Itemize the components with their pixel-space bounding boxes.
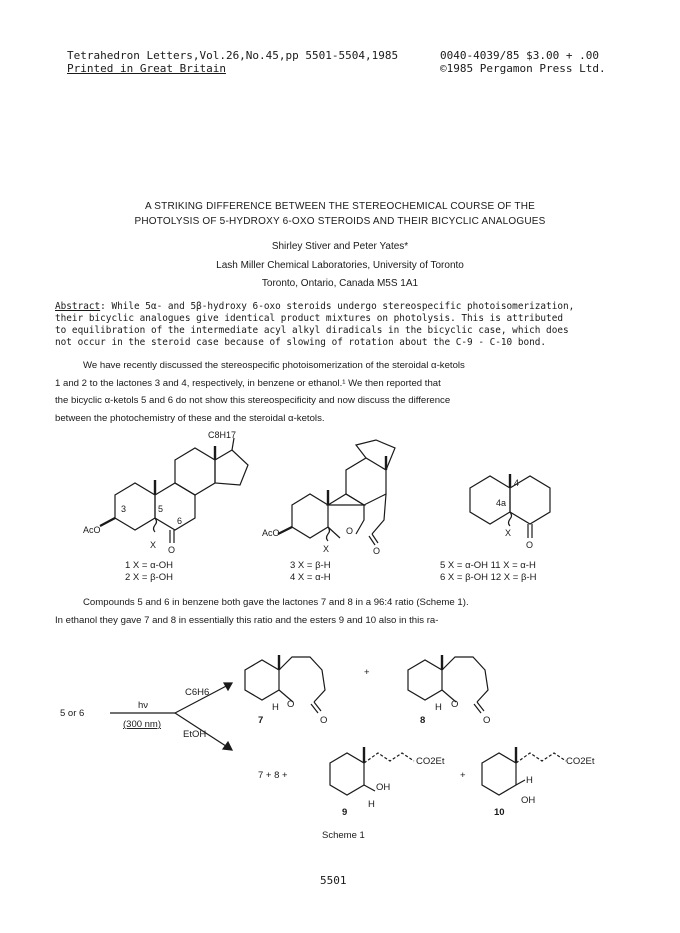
ester-10-structure [482,747,566,795]
atom-label: OH [521,795,536,806]
wavelength-label: (300 nm) [123,719,162,730]
atom-label: H [526,775,533,786]
ethanol-label: EtOH [183,729,207,740]
atom-label: CO2Et [416,756,445,767]
paragraph-line: 1 and 2 to the lactones 3 and 4, respectively, in benzene or ethanol.¹ We then reported that [55,377,441,389]
paragraph-line: Compounds 5 and 6 in benzene both gave the lactones 7 and 8 in a 96:4 ratio (Scheme 1). [83,597,469,608]
plus-sign: + [364,667,370,678]
abstract-line: to equilibration of the intermediate acyl alkyl diradicals in the bicyclic case, which does [55,325,569,336]
atom-label: O [373,546,381,556]
atom-label: O [346,526,354,536]
printed-in: Printed in Great Britain [67,62,226,75]
abstract-line: their bicyclic analogues give identical product mixtures on photolysis. This is attributed [55,313,563,324]
atom-label: 4 [514,478,520,488]
atom-label: H [435,702,442,713]
atom-label: 3 [121,504,127,514]
steroid-structure [100,438,248,543]
ester-9-structure [330,747,414,795]
reactant-label: 5 or 6 [60,708,85,719]
abstract-label: Abstract [55,301,101,312]
compound-label: 4 X = α-H [290,572,331,583]
atom-label: OH [376,782,391,793]
products-prefix: 7 + 8 + [258,770,288,781]
atom-label: H [272,702,279,713]
scheme-1 [0,635,680,845]
plus-sign: + [460,770,466,781]
compound-label: 2 X = β-OH [125,572,173,583]
atom-label: CO2Et [566,756,595,767]
page-number: 5501 [320,874,347,887]
compound-label: 6 X = β-OH 12 X = β-H [440,572,537,583]
label-9: 9 [342,807,348,818]
label-10: 10 [494,807,505,818]
abstract-line: : While 5α- and 5β-hydroxy 6-oxo steroids undergo stereospecific photoisomerization, [100,301,575,312]
affiliation-line2: Toronto, Ontario, Canada M5S 1A1 [261,278,419,289]
hv-label: hν [138,700,149,711]
lactone-steroid-structure [278,440,395,545]
label-8: 8 [420,715,426,726]
abstract-line: not occur in the steroid case because of slowing of rotation about the C-9 - C-10 bond. [55,337,547,348]
authors: Shirley Stiver and Peter Yates* [271,241,409,252]
affiliation-line1: Lash Miller Chemical Laboratories, University of Toronto [216,260,464,271]
paragraph-intro [55,357,635,427]
paragraph-line: between the photochemistry of these and the steroidal α-ketols. [55,412,325,424]
abstract [55,301,615,349]
c8h17-label: C8H17 [208,430,237,440]
paragraph-line: In ethanol they gave 7 and 8 in essentially this ratio and the esters 9 and 10 also in this ra- [55,614,439,626]
atom-label: O [287,699,295,710]
paragraph-line: We have recently discussed the stereospecific photoisomerization of the steroidal α-ketols [83,360,465,371]
compound-label: 1 X = α-OH [125,560,173,571]
atom-label: O [168,545,176,555]
scheme-caption: Scheme 1 [322,830,365,841]
copyright: ©1985 Pergamon Press Ltd. [440,62,606,75]
compound-label: 3 X = β-H [290,560,331,571]
atom-label: 4a [496,498,507,508]
atom-label: H [368,799,375,810]
aco-label: AcO [83,525,101,535]
atom-label: 5 [158,504,164,514]
issn: 0040-4039/85 $3.00 + .00 [440,49,599,62]
benzene-label: C6H6 [185,687,210,698]
aco-label: AcO [262,528,280,538]
article-title-line2: PHOTOLYSIS OF 5-HYDROXY 6-OXO STEROIDS AND THEIR BICYCLIC ANALOGUES [134,216,546,227]
atom-label: X [505,528,512,538]
atom-label: O [483,715,491,726]
label-7: 7 [258,715,264,726]
compound-label: 5 X = α-OH 11 X = α-H [440,560,536,571]
lactone-8-structure [408,655,488,713]
paragraph-line: the bicyclic α-ketols 5 and 6 do not show this stereospecificity and now discuss the difference [55,395,451,406]
paragraph-results [55,594,635,629]
atom-label: X [323,544,330,554]
article-title-line1: A STRIKING DIFFERENCE BETWEEN THE STEREOCHEMICAL COURSE OF THE [144,201,536,212]
atom-label: 6 [177,516,183,526]
journal-citation: Tetrahedron Letters,Vol.26,No.45,pp 5501-5504,1985 [67,49,399,62]
atom-label: O [451,699,459,710]
structures-figure [0,430,680,585]
lactone-7-structure [245,655,325,713]
atom-label: O [320,715,328,726]
atom-label: X [150,540,157,550]
atom-label: O [526,540,534,550]
